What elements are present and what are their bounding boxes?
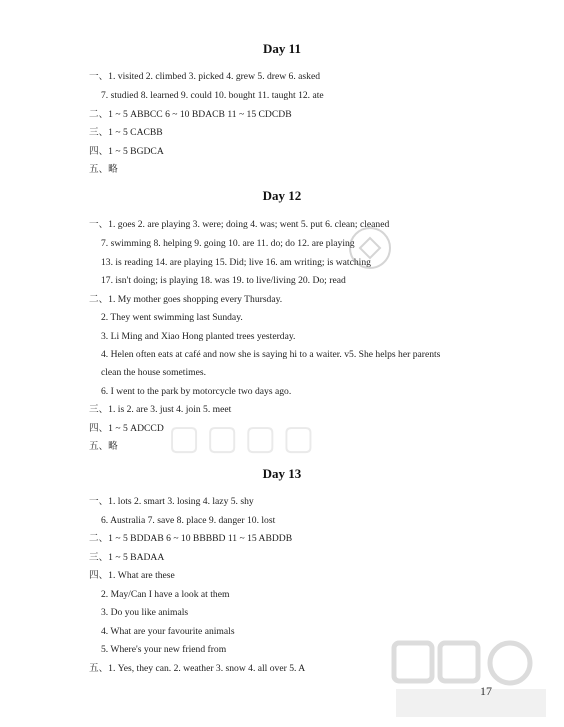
day-12-line-10: 6. I went to the park by motorcycle two days ago.: [101, 386, 292, 397]
center-watermark: ▢▢▢▢: [168, 418, 321, 458]
day-13-line-3: 二、1 ~ 5 BDDAB 6 ~ 10 BBBBD 11 ~ 15 ABDDB: [89, 533, 293, 544]
day-13-line-4: 三、1 ~ 5 BADAA: [89, 552, 165, 563]
day-11-line-2: 7. studied 8. learned 9. could 10. bought 11. taught 12. ate: [101, 90, 324, 101]
day-12-line-5: 二、1. My mother goes shopping every Thursday.: [89, 294, 283, 305]
day-11-line-5: 四、1 ~ 5 BGDCA: [89, 146, 164, 157]
day-12-line-12: 四、1 ~ 5 ADCCD: [89, 423, 164, 434]
day-13-line-5: 四、1. What are these: [89, 570, 175, 581]
day-12-line-4: 17. isn't doing; is playing 18. was 19. to live/living 20. Do; read: [101, 275, 346, 286]
day-13-line-9: 5. Where's your new friend from: [101, 644, 227, 655]
day-13-line-10: 五、1. Yes, they can. 2. weather 3. snow 4. all over 5. A: [89, 663, 306, 674]
day-12-line-3: 13. is reading 14. are playing 15. Did; live 16. am writing; is watching: [101, 257, 371, 268]
day-11-line-3: 二、1 ~ 5 ABBCC 6 ~ 10 BDACB 11 ~ 15 CDCDB: [89, 109, 292, 120]
day-13-line-7: 3. Do you like animals: [101, 607, 189, 618]
day-12-line-6: 2. They went swimming last Sunday.: [101, 312, 243, 323]
day-13-line-1: 一、1. lots 2. smart 3. losing 4. lazy 5. shy: [89, 496, 254, 507]
day-13-title: Day 13: [262, 466, 302, 481]
day-11-title: Day 11: [263, 41, 301, 56]
day-13-line-8: 4. What are your favourite animals: [101, 626, 235, 637]
day-11-line-6: 五、略: [89, 164, 118, 175]
stamp-watermark-icon: [345, 223, 395, 273]
day-11-line-4: 三、1 ~ 5 CACBB: [89, 127, 163, 138]
day-13-line-6: 2. May/Can I have a look at them: [101, 589, 230, 600]
day-12-line-7: 3. Li Ming and Xiao Hong planted trees yesterday.: [101, 331, 296, 342]
day-12-line-1: 一、1. goes 2. are playing 3. were; doing 4. was; went 5. put 6. clean; cleaned: [89, 219, 390, 230]
day-12-line-13: 五、略: [89, 441, 118, 452]
day-12-line-11: 三、1. is 2. are 3. just 4. join 5. meet: [89, 404, 232, 415]
page-number: 17: [480, 684, 492, 698]
day-12-line-2: 7. swimming 8. helping 9. going 10. are 11. do; do 12. are playing: [101, 238, 355, 249]
day-12-title: Day 12: [262, 188, 302, 203]
day-13-line-2: 6. Australia 7. save 8. place 9. danger 10. lost: [101, 515, 276, 526]
day-12-line-9: clean the house sometimes.: [101, 367, 206, 378]
logo-watermark-icon: [388, 637, 558, 723]
day-12-line-8: 4. Helen often eats at café and now she is saying hi to a waiter. v5. She helps her parents: [101, 349, 441, 360]
day-11-line-1: 一、1. visited 2. climbed 3. picked 4. grew 5. drew 6. asked: [89, 71, 320, 82]
